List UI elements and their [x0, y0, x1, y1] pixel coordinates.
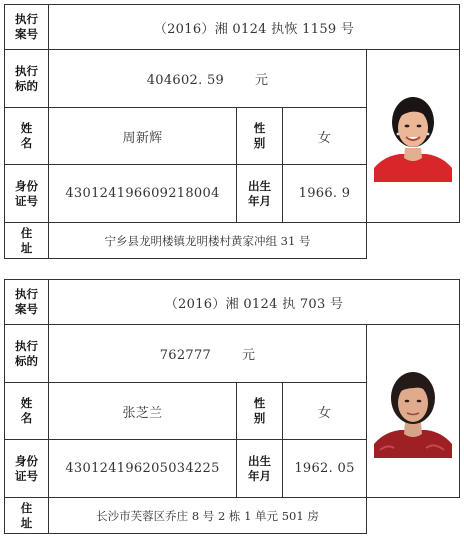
- birth-value: 1966. 9: [283, 165, 367, 223]
- name-label: 姓 名: [5, 108, 49, 165]
- id-number-value: 430124196609218004: [49, 165, 237, 223]
- case-number-value: （2016）湘 0124 执恢 1159 号: [49, 5, 460, 50]
- person-photo: [374, 364, 452, 458]
- amount-unit: 元: [255, 73, 269, 88]
- person-photo-cell: [367, 325, 460, 498]
- name-value: 周新辉: [49, 108, 237, 165]
- amount-value: [49, 325, 367, 383]
- gender-label: 性 别: [237, 383, 283, 440]
- amount-number: 762777: [159, 348, 212, 363]
- case-number-value: （2016）湘 0124 执 703 号: [49, 280, 460, 325]
- gender-value: 女: [283, 108, 367, 165]
- person-photo-cell: [367, 50, 460, 223]
- address-value: 宁乡县龙明楼镇龙明楼村黄家冲组 31 号: [49, 223, 367, 259]
- case-number-label: 执行 案号: [5, 280, 49, 325]
- record-card: [4, 4, 459, 259]
- amount-value: [49, 50, 367, 108]
- empty-cell: [367, 223, 460, 259]
- gender-label: 性 别: [237, 108, 283, 165]
- id-number-label: 身份 证号: [5, 440, 49, 498]
- amount-number: 404602. 59: [146, 73, 225, 88]
- birth-label: 出生 年月: [237, 165, 283, 223]
- gender-value: 女: [283, 383, 367, 440]
- amount-unit: 元: [242, 348, 256, 363]
- amount-label: 执行 标的: [5, 325, 49, 383]
- id-number-value: 430124196205034225: [49, 440, 237, 498]
- name-value: 张芝兰: [49, 383, 237, 440]
- address-label: 住 址: [5, 498, 49, 534]
- record-table: [4, 4, 460, 259]
- birth-value: 1962. 05: [283, 440, 367, 498]
- address-value: 长沙市芙蓉区乔庄 8 号 2 栋 1 单元 501 房: [49, 498, 367, 534]
- address-label: 住 址: [5, 223, 49, 259]
- record-card: [4, 279, 459, 534]
- empty-cell: [367, 498, 460, 534]
- record-table: [4, 279, 460, 534]
- name-label: 姓 名: [5, 383, 49, 440]
- case-number-label: 执行 案号: [5, 5, 49, 50]
- amount-label: 执行 标的: [5, 50, 49, 108]
- person-photo: [374, 90, 452, 182]
- birth-label: 出生 年月: [237, 440, 283, 498]
- id-number-label: 身份 证号: [5, 165, 49, 223]
